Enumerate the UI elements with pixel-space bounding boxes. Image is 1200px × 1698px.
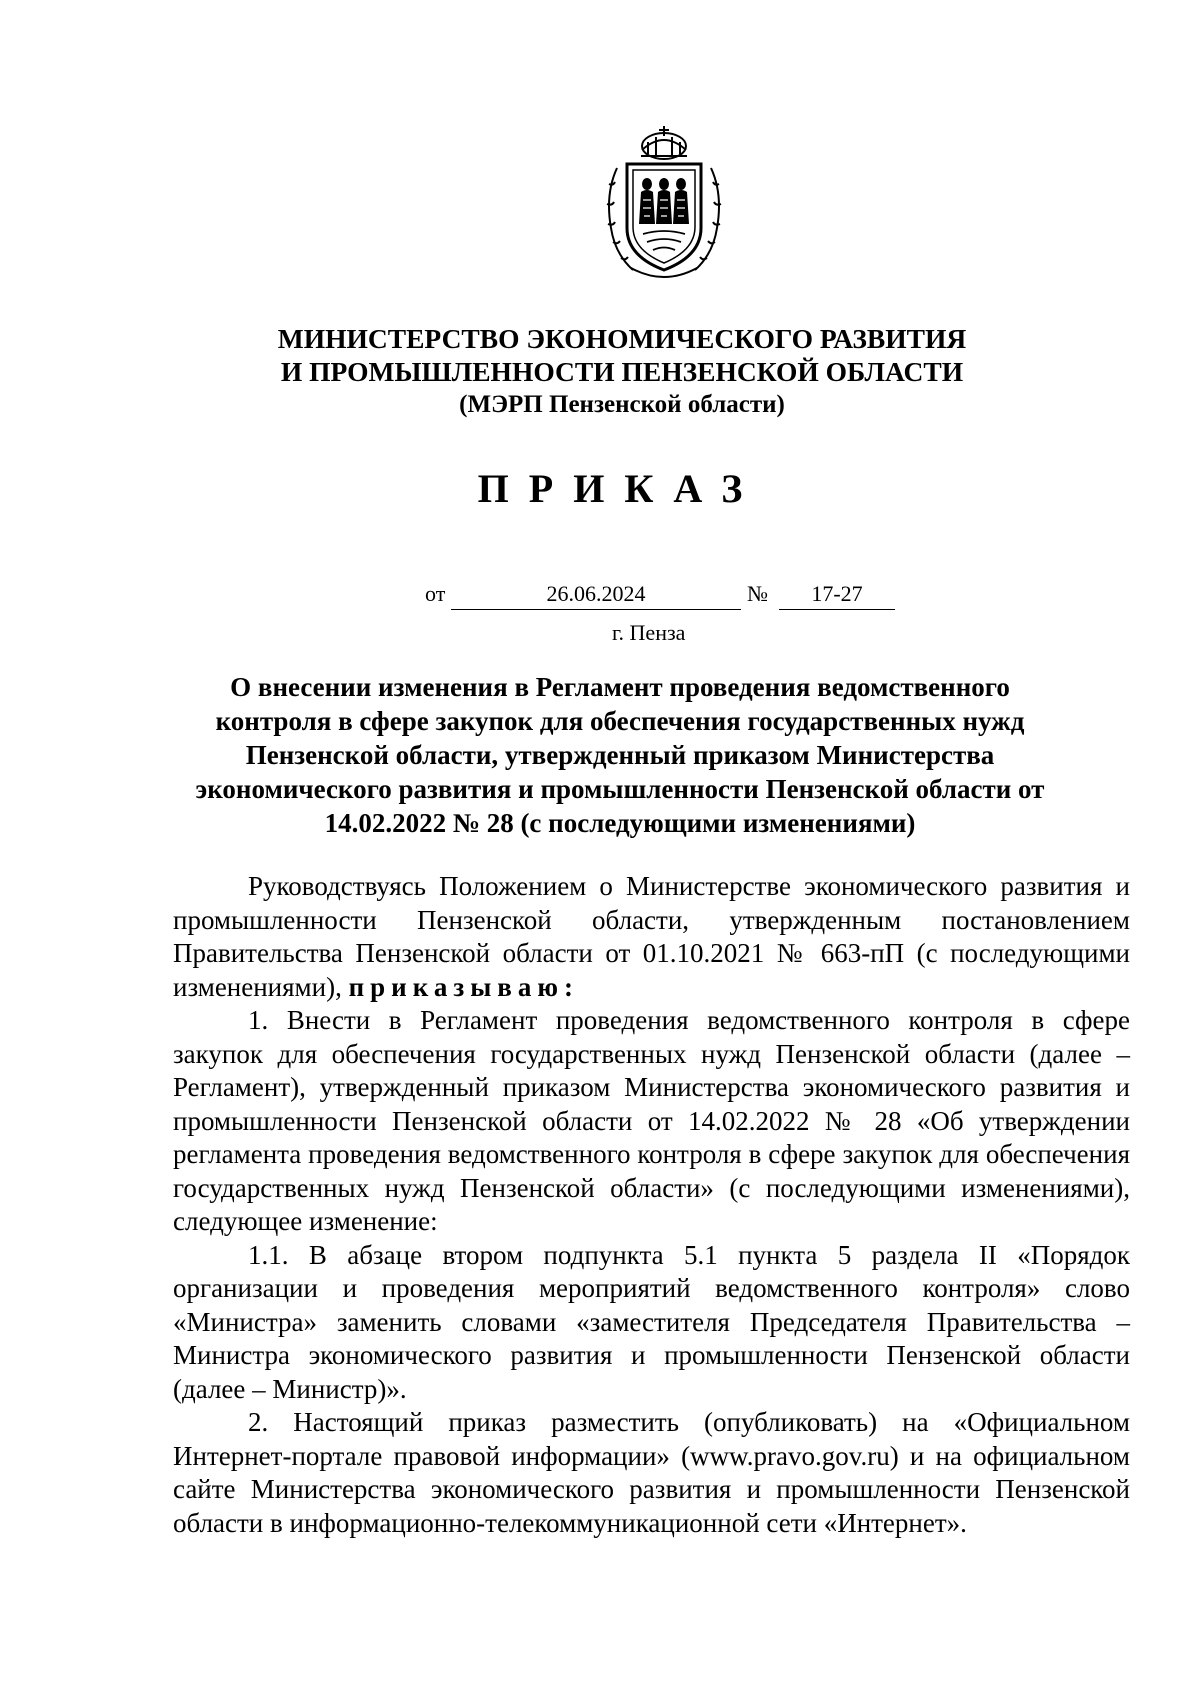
organization-name-line1: МИНИСТЕРСТВО ЭКОНОМИЧЕСКОГО РАЗВИТИЯ	[277, 323, 967, 354]
item-2-paragraph: 2. Настоящий приказ разместить (опубликовать) на «Официальном Интернет-портале правовой информации» (www.pravo.gov.ru) и на официальном сайте Министерства экономического развития и промышленности Пензенской области в информационно-телекоммуникационной сети «Интернет».	[173, 1407, 1130, 1538]
organization-short-name: (МЭРП Пензенской области)	[459, 391, 785, 418]
document-date: 26.06.2024	[451, 581, 741, 610]
item-1-paragraph: 1. Внести в Регламент проведения ведомственного контроля в сфере закупок для обеспечения государственных нужд Пензенской области (далее – Регламент), утвержденный приказом Министерства экономического развития и промышленности Пензенской области от 14.02.2022 № 28 «Об утверждении регламента проведения ведомственного контроля в сфере закупок для обеспечения государственных нужд Пензенской области» (с последующими изменениями), следующее изменение:	[173, 1005, 1130, 1236]
document-number: 17-27	[779, 581, 895, 610]
document-requisites	[0, 581, 1200, 613]
item-1-1-paragraph: 1.1. В абзаце втором подпункта 5.1 пункта 5 раздела II «Порядок организации и проведения мероприятий ведомственного контроля» слово «Министра» заменить словами «заместителя Председателя Правительства – Министра экономического развития и промышленности Пензенской области (далее – Министр)».	[173, 1239, 1130, 1404]
document-title: О внесении изменения в Регламент проведения ведомственного контроля в сфере закупок для обеспечения государственных нужд Пензенской области, утвержденный приказом Министерства экономического развития и промышленности Пензенской области от 14.02.2022 № 28 (с последующими изменениями)	[195, 672, 1045, 838]
document-city: г. Пенза	[612, 620, 686, 645]
document-type-heading: ПРИКАЗ	[477, 466, 763, 511]
preamble-paragraph	[173, 870, 1130, 1004]
coat-of-arms-emblem	[603, 124, 725, 284]
number-label: №	[747, 581, 768, 606]
organization-name-line2: И ПРОМЫШЛЕННОСТИ ПЕНЗЕНСКОЙ ОБЛАСТИ	[280, 356, 964, 387]
order-word: приказываю:	[348, 971, 580, 1002]
date-label: от	[425, 581, 446, 606]
preamble-text: Руководствуясь Положением о Министерстве экономического развития и промышленности Пензенской области, утвержденным постановлением Правительства Пензенской области от 01.10.2021 № 663-пП (с последующими изменениями),	[173, 871, 1130, 1002]
document-body	[173, 870, 1130, 1540]
